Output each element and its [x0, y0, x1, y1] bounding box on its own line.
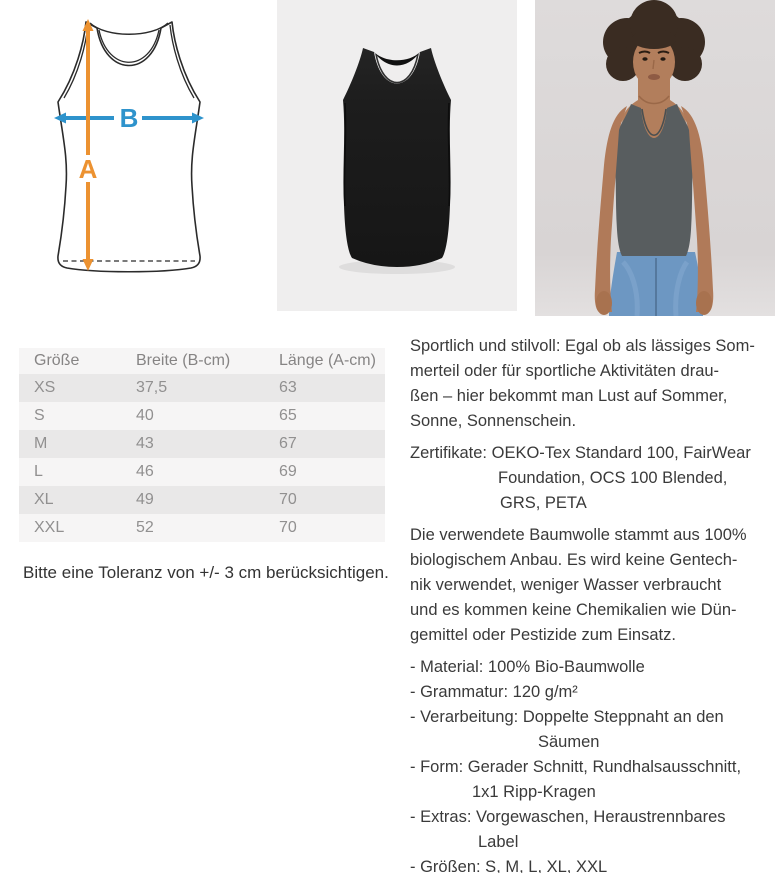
text-line: nik verwendet, weniger Wasser verbraucht — [410, 576, 722, 594]
tolerance-note: Bitte eine Toleranz von +/- 3 cm berücksichtigen. — [23, 563, 389, 582]
text-line: Sonne, Sonnenschein. — [410, 412, 577, 430]
text-line: 1x1 Ripp-Kragen — [472, 783, 596, 801]
table-row — [19, 374, 385, 402]
cell-length: 63 — [279, 374, 385, 402]
text-line: Zertifikate: OEKO-Tex Standard 100, FairWear — [410, 444, 751, 462]
table-row — [19, 458, 385, 486]
cell-length: 70 — [279, 514, 385, 542]
table-row — [19, 402, 385, 430]
size-diagram — [50, 16, 208, 280]
product-photo-model — [535, 0, 775, 316]
table-row — [19, 430, 385, 458]
cell-length: 67 — [279, 430, 385, 458]
text-line: gemittel oder Pestizide zum Einsatz. — [410, 626, 676, 644]
table-row — [19, 514, 385, 542]
text-line: - Form: Gerader Schnitt, Rundhalsausschnitt, — [410, 758, 742, 776]
width-label-b: B — [119, 103, 139, 133]
cell-size: XL — [19, 486, 136, 514]
black-tank-top-photo — [277, 0, 517, 311]
text-line: - Material: 100% Bio-Baumwolle — [410, 658, 645, 676]
size-table-header-row — [19, 348, 385, 374]
text-line: ßen – hier bekommt man Lust auf Sommer, — [410, 387, 728, 405]
tank-outline — [58, 22, 200, 272]
cell-length: 69 — [279, 458, 385, 486]
cell-width: 40 — [136, 402, 279, 430]
cell-length: 65 — [279, 402, 385, 430]
model-hair-fringe — [632, 29, 676, 49]
text-line: und es kommen keine Chemikalien wie Dün- — [410, 601, 737, 619]
text-line: Säumen — [538, 733, 600, 751]
cell-width: 46 — [136, 458, 279, 486]
description-cotton — [410, 523, 777, 648]
cell-length: 70 — [279, 486, 385, 514]
text-line: - Grammatur: 120 g/m² — [410, 683, 578, 701]
cell-width: 52 — [136, 514, 279, 542]
model-jeans — [609, 252, 703, 316]
cell-size: XS — [19, 374, 136, 402]
text-line: merteil oder für sportliche Aktivitäten drau- — [410, 362, 720, 380]
description-details-list — [410, 655, 777, 873]
back-collar-line — [90, 23, 168, 34]
col-header-size: Größe — [19, 348, 136, 374]
description-certificates — [410, 441, 777, 516]
text-line: - Größen: S, M, L, XL, XXL — [410, 858, 608, 873]
length-label-a: A — [78, 154, 98, 184]
col-header-width: Breite (B-cm) — [136, 348, 279, 374]
product-photo-flat — [277, 0, 517, 311]
table-row — [19, 486, 385, 514]
text-line: - Extras: Vorgewaschen, Heraustrennbares — [410, 808, 726, 826]
tank-top-measurement-drawing — [50, 16, 208, 280]
text-line: Foundation, OCS 100 Blended, — [498, 469, 728, 487]
cell-size: M — [19, 430, 136, 458]
text-line: Sportlich und stilvoll: Egal ob als lässiges Som- — [410, 337, 755, 355]
text-line: - Verarbeitung: Doppelte Steppnaht an den — [410, 708, 724, 726]
cell-width: 43 — [136, 430, 279, 458]
text-line: Label — [478, 833, 519, 851]
text-line: Die verwendete Baumwolle stammt aus 100% — [410, 526, 747, 544]
col-header-length: Länge (A-cm) — [279, 348, 385, 374]
text-line: GRS, PETA — [500, 494, 587, 512]
description-intro — [410, 334, 777, 434]
cell-width: 37,5 — [136, 374, 279, 402]
model-wearing-tank-top-photo — [535, 0, 775, 316]
cell-size: S — [19, 402, 136, 430]
text-line: biologischem Anbau. Es wird keine Gentech- — [410, 551, 738, 569]
cell-size: L — [19, 458, 136, 486]
cell-size: XXL — [19, 514, 136, 542]
size-table — [19, 348, 385, 542]
product-description — [410, 334, 777, 873]
cell-width: 49 — [136, 486, 279, 514]
